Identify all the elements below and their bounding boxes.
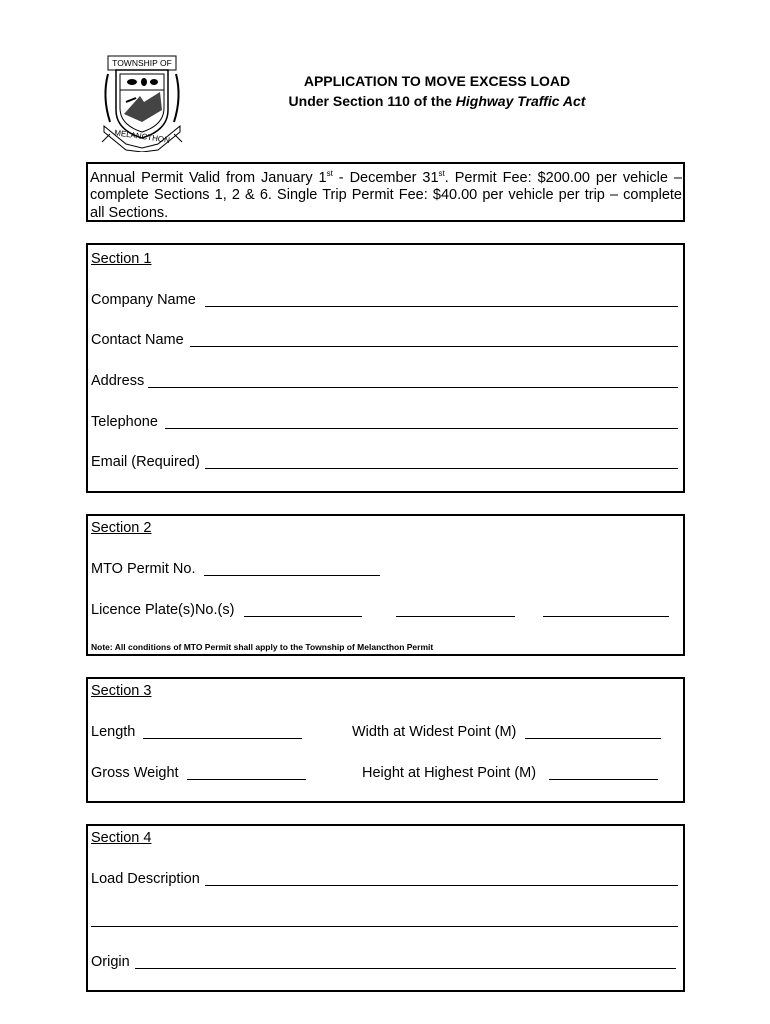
section-2-box (86, 514, 685, 656)
page-title: APPLICATION TO MOVE EXCESS LOAD (303, 73, 571, 89)
licence-plates-label: Licence Plate(s)No.(s) (91, 602, 235, 618)
telephone-field[interactable] (165, 428, 678, 429)
mto-permit-field[interactable] (204, 575, 380, 576)
company-name-field[interactable] (205, 306, 678, 307)
contact-name-label: Contact Name (91, 332, 184, 348)
permit-notice (90, 165, 682, 222)
gross-weight-label: Gross Weight (91, 765, 179, 781)
mto-permit-label: MTO Permit No. (91, 561, 196, 577)
email-field[interactable] (205, 468, 678, 469)
contact-name-field[interactable] (190, 346, 678, 347)
length-field[interactable] (143, 738, 302, 739)
section-1-heading: Section 1 (91, 251, 152, 267)
section-2-heading: Section 2 (91, 520, 152, 536)
notice-text-2: - December 31 (332, 169, 439, 186)
subtitle-act: Highway Traffic Act (455, 93, 586, 109)
gross-weight-field[interactable] (187, 779, 306, 780)
logo-top-text: TOWNSHIP OF (112, 58, 172, 68)
licence-plate-field-3[interactable] (543, 616, 669, 617)
section-4-heading: Section 4 (91, 830, 152, 846)
township-crest-logo (96, 52, 188, 152)
subtitle-prefix: Under Section 110 of the (288, 93, 452, 109)
notice-text-3: . Permit Fee: $200.00 per vehicle – complete Sections 1, 2 & 6. Single Trip Permit Fee: $40.00 per vehicle per trip – complete all Sections. (90, 169, 682, 221)
logo-bottom-text: MELANCTHON (113, 128, 171, 145)
section-4-box (86, 824, 685, 992)
width-label: Width at Widest Point (M) (352, 724, 517, 740)
length-label: Length (91, 724, 136, 740)
load-description-label: Load Description (91, 871, 200, 887)
height-field[interactable] (549, 779, 658, 780)
load-description-field[interactable] (205, 885, 678, 886)
width-field[interactable] (525, 738, 661, 739)
page-subtitle (232, 93, 642, 109)
address-label: Address (91, 373, 145, 389)
company-name-label: Company Name (91, 292, 196, 308)
load-description-field-line-2[interactable] (91, 926, 678, 927)
notice-sup-1: st (326, 169, 333, 178)
origin-field[interactable] (135, 968, 676, 969)
address-field[interactable] (148, 387, 678, 388)
licence-plate-field-2[interactable] (396, 616, 515, 617)
telephone-label: Telephone (91, 414, 158, 430)
height-label: Height at Highest Point (M) (362, 765, 537, 781)
section-3-heading: Section 3 (91, 683, 152, 699)
licence-plate-field-1[interactable] (244, 616, 362, 617)
email-label: Email (Required) (91, 454, 200, 470)
notice-text-1: Annual Permit Valid from January 1 (90, 169, 327, 186)
origin-label: Origin (91, 954, 130, 970)
notice-sup-2: st (438, 169, 445, 178)
mto-conditions-note: Note: All conditions of MTO Permit shall apply to the Township of Melancthon Permit (91, 642, 434, 652)
